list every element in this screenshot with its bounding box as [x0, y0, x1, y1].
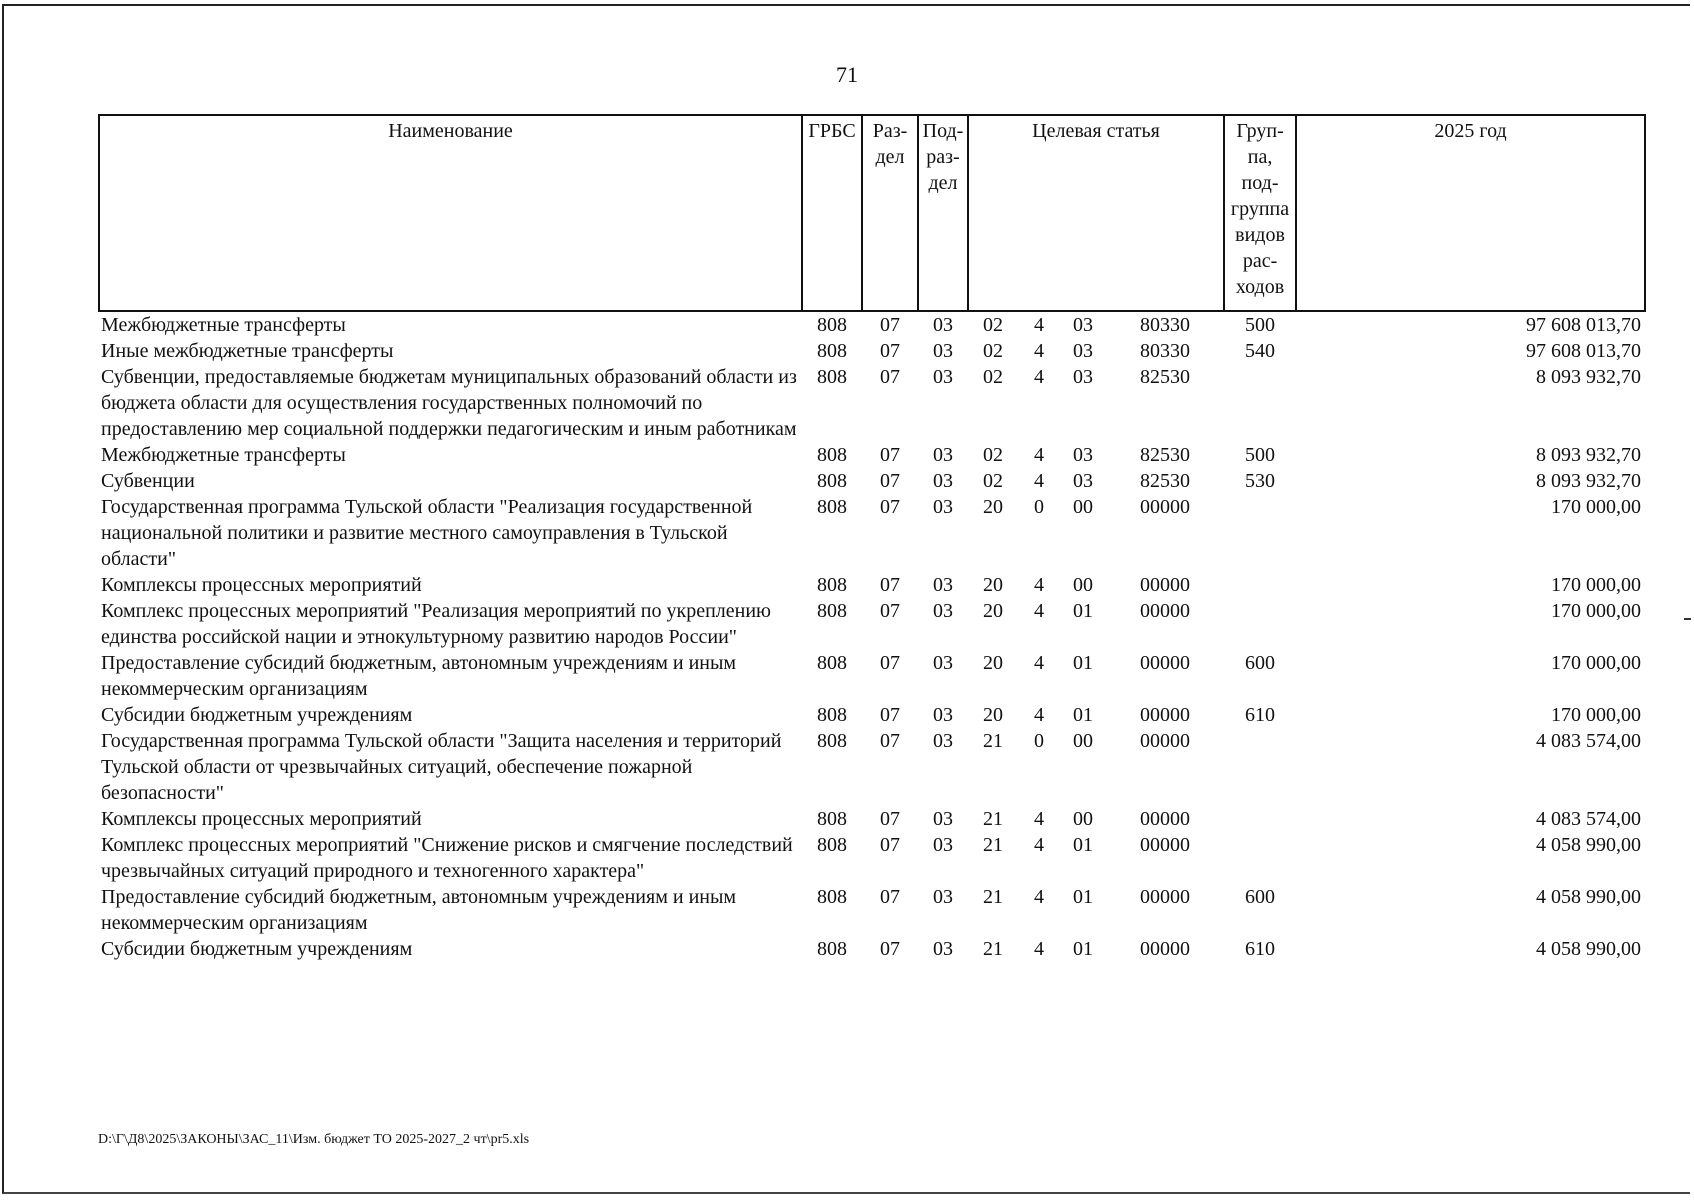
- row-target-program: 20: [983, 600, 1003, 622]
- row-name: Иные межбюджетные трансферты: [101, 340, 394, 362]
- table-row: [99, 494, 1645, 572]
- row-target-program: 21: [983, 886, 1003, 908]
- row-razdel: 07: [880, 808, 900, 830]
- row-target-subprogram: 00: [1073, 808, 1093, 830]
- row-target-direction: 80330: [1140, 340, 1191, 362]
- row-grbs: 808: [817, 574, 847, 596]
- row-expense-group: [1224, 572, 1296, 598]
- row-amount: 97 608 013,70: [1526, 314, 1642, 336]
- row-name: Субвенции, предоставляемые бюджетам муниципальных образований области из бюджета области для осуществления государственных полномочий по предоставлению мер социальной поддержки педагогическим и иным работникам: [101, 366, 797, 440]
- row-podrazdel: 03: [933, 366, 953, 388]
- row-grbs: 808: [817, 496, 847, 518]
- table-row: [99, 598, 1645, 650]
- table-row: [99, 884, 1645, 936]
- row-name: Комплексы процессных мероприятий: [101, 574, 422, 596]
- row-expense-group: [1224, 832, 1296, 884]
- row-target-direction: 00000: [1140, 808, 1191, 830]
- row-podrazdel: 03: [933, 652, 953, 674]
- header-name: Наименование: [99, 115, 802, 311]
- table-row: [99, 806, 1645, 832]
- row-target-subprogram: 03: [1073, 340, 1093, 362]
- row-target-program: 20: [983, 652, 1003, 674]
- row-amount: 4 058 990,00: [1536, 938, 1642, 960]
- row-podrazdel: 03: [933, 574, 953, 596]
- row-target-subprogram: 01: [1073, 652, 1093, 674]
- row-amount: 8 093 932,70: [1536, 366, 1642, 388]
- row-target-subprogram: 00: [1073, 496, 1093, 518]
- row-expense-group: 540: [1245, 340, 1276, 362]
- row-name: Межбюджетные трансферты: [101, 314, 346, 336]
- row-grbs: 808: [817, 834, 847, 856]
- row-expense-group: 600: [1245, 652, 1276, 674]
- row-razdel: 07: [880, 366, 900, 388]
- row-name: Предоставление субсидий бюджетным, автономным учреждениям и иным некоммерческим организациям: [101, 886, 737, 934]
- table-row: [99, 650, 1645, 702]
- row-target-subprogram: 00: [1073, 730, 1093, 752]
- table-row: [99, 832, 1645, 884]
- row-amount: 4 083 574,00: [1536, 730, 1642, 752]
- row-target-type: 4: [1034, 886, 1044, 908]
- row-target-subprogram: 03: [1073, 444, 1093, 466]
- row-target-direction: 00000: [1140, 496, 1191, 518]
- table-row: [99, 468, 1645, 494]
- row-target-direction: 00000: [1140, 730, 1191, 752]
- row-target-subprogram: 00: [1073, 574, 1093, 596]
- table-row: [99, 311, 1645, 338]
- row-podrazdel: 03: [933, 808, 953, 830]
- row-razdel: 07: [880, 314, 900, 336]
- row-target-direction: 00000: [1140, 834, 1191, 856]
- row-target-type: 4: [1034, 652, 1044, 674]
- row-target-program: 21: [983, 808, 1003, 830]
- header-year: 2025 год: [1296, 115, 1645, 311]
- row-expense-group: [1224, 598, 1296, 650]
- row-expense-group: 500: [1245, 444, 1276, 466]
- row-amount: 8 093 932,70: [1536, 444, 1642, 466]
- row-amount: 97 608 013,70: [1526, 340, 1642, 362]
- row-target-subprogram: 01: [1073, 886, 1093, 908]
- row-amount: 8 093 932,70: [1536, 470, 1642, 492]
- row-target-subprogram: 03: [1073, 470, 1093, 492]
- row-name: Государственная программа Тульской области "Реализация государственной национальной политики и развитие местного самоуправления в Тульской области": [101, 496, 753, 570]
- row-podrazdel: 03: [933, 834, 953, 856]
- row-target-type: 4: [1034, 470, 1044, 492]
- edge-mark: [1684, 618, 1691, 620]
- row-expense-group: [1224, 806, 1296, 832]
- row-razdel: 07: [880, 574, 900, 596]
- row-name: Субсидии бюджетным учреждениям: [101, 938, 413, 960]
- row-target-direction: 82530: [1140, 470, 1191, 492]
- row-target-direction: 80330: [1140, 314, 1191, 336]
- row-expense-group: [1224, 364, 1296, 442]
- row-grbs: 808: [817, 730, 847, 752]
- footer-file-path: D:\Г\Д8\2025\ЗАКОНЫ\ЗАС_11\Изм. бюджет ТО 2025-2027_2 чт\pr5.xls: [98, 1132, 530, 1147]
- table-header: [99, 115, 1645, 311]
- row-target-direction: 00000: [1140, 704, 1191, 726]
- row-target-type: 4: [1034, 314, 1044, 336]
- row-expense-group: 610: [1245, 704, 1276, 726]
- row-expense-group: [1224, 494, 1296, 572]
- row-name: Комплекс процессных мероприятий "Снижение рисков и смягчение последствий чрезвычайных ситуаций природного и техногенного характера": [101, 834, 793, 882]
- row-target-type: 4: [1034, 574, 1044, 596]
- row-target-program: 02: [983, 314, 1003, 336]
- row-razdel: 07: [880, 496, 900, 518]
- row-name: Субвенции: [101, 470, 195, 492]
- page-number: 71: [836, 62, 858, 87]
- row-amount: 4 083 574,00: [1536, 808, 1642, 830]
- row-target-program: 02: [983, 444, 1003, 466]
- row-target-direction: 00000: [1140, 600, 1191, 622]
- row-target-type: 4: [1034, 938, 1044, 960]
- row-razdel: 07: [880, 470, 900, 492]
- row-target-program: 02: [983, 340, 1003, 362]
- row-name: Межбюджетные трансферты: [101, 444, 346, 466]
- budget-table: [98, 114, 1646, 962]
- row-target-type: 0: [1034, 496, 1044, 518]
- row-target-direction: 00000: [1140, 652, 1191, 674]
- table-row: [99, 728, 1645, 806]
- row-target-subprogram: 03: [1073, 314, 1093, 336]
- row-target-program: 20: [983, 496, 1003, 518]
- row-target-program: 21: [983, 730, 1003, 752]
- row-grbs: 808: [817, 600, 847, 622]
- row-razdel: 07: [880, 938, 900, 960]
- row-target-direction: 00000: [1140, 938, 1191, 960]
- row-grbs: 808: [817, 938, 847, 960]
- row-podrazdel: 03: [933, 938, 953, 960]
- row-target-program: 20: [983, 574, 1003, 596]
- row-expense-group: 600: [1245, 886, 1276, 908]
- row-razdel: 07: [880, 444, 900, 466]
- row-podrazdel: 03: [933, 730, 953, 752]
- row-target-direction: 00000: [1140, 886, 1191, 908]
- row-target-program: 02: [983, 470, 1003, 492]
- row-target-direction: 82530: [1140, 366, 1191, 388]
- row-podrazdel: 03: [933, 470, 953, 492]
- row-target-type: 4: [1034, 834, 1044, 856]
- row-expense-group: 610: [1245, 938, 1276, 960]
- table-row: [99, 442, 1645, 468]
- row-podrazdel: 03: [933, 704, 953, 726]
- table-row: [99, 572, 1645, 598]
- row-amount: 170 000,00: [1551, 652, 1642, 674]
- row-target-type: 4: [1034, 600, 1044, 622]
- row-razdel: 07: [880, 340, 900, 362]
- row-grbs: 808: [817, 808, 847, 830]
- row-target-subprogram: 03: [1073, 366, 1093, 388]
- row-name: Комплекс процессных мероприятий "Реализация мероприятий по укреплению единства российской нации и этнокультурному развитию народов России": [101, 600, 771, 648]
- table-row: [99, 338, 1645, 364]
- row-target-type: 0: [1034, 730, 1044, 752]
- row-name: Субсидии бюджетным учреждениям: [101, 704, 413, 726]
- header-razdel: Раз- дел: [862, 115, 918, 311]
- table-row: [99, 936, 1645, 962]
- row-grbs: 808: [817, 886, 847, 908]
- table-row: [99, 702, 1645, 728]
- row-expense-group: [1224, 728, 1296, 806]
- row-target-subprogram: 01: [1073, 704, 1093, 726]
- row-expense-group: 500: [1245, 314, 1276, 336]
- row-amount: 4 058 990,00: [1536, 834, 1642, 856]
- row-name: Государственная программа Тульской области "Защита населения и территорий Тульской области от чрезвычайных ситуаций, обеспечение пожарной безопасности": [101, 730, 782, 804]
- row-grbs: 808: [817, 366, 847, 388]
- row-target-program: 21: [983, 834, 1003, 856]
- row-amount: 4 058 990,00: [1536, 886, 1642, 908]
- row-target-type: 4: [1034, 704, 1044, 726]
- row-razdel: 07: [880, 834, 900, 856]
- row-target-direction: 00000: [1140, 574, 1191, 596]
- row-grbs: 808: [817, 704, 847, 726]
- row-razdel: 07: [880, 730, 900, 752]
- header-target: Целевая статья: [968, 115, 1224, 311]
- row-target-type: 4: [1034, 340, 1044, 362]
- row-target-type: 4: [1034, 444, 1044, 466]
- row-grbs: 808: [817, 652, 847, 674]
- row-razdel: 07: [880, 600, 900, 622]
- header-grbs: ГРБС: [802, 115, 862, 311]
- row-podrazdel: 03: [933, 886, 953, 908]
- row-amount: 170 000,00: [1551, 496, 1642, 518]
- row-target-direction: 82530: [1140, 444, 1191, 466]
- row-podrazdel: 03: [933, 340, 953, 362]
- row-name: Комплексы процессных мероприятий: [101, 808, 422, 830]
- row-target-program: 20: [983, 704, 1003, 726]
- row-podrazdel: 03: [933, 496, 953, 518]
- row-grbs: 808: [817, 340, 847, 362]
- row-grbs: 808: [817, 314, 847, 336]
- row-razdel: 07: [880, 704, 900, 726]
- row-target-subprogram: 01: [1073, 600, 1093, 622]
- row-target-subprogram: 01: [1073, 834, 1093, 856]
- row-expense-group: 530: [1245, 470, 1276, 492]
- header-podrazdel: Под- раз- дел: [918, 115, 968, 311]
- row-target-type: 4: [1034, 808, 1044, 830]
- row-podrazdel: 03: [933, 314, 953, 336]
- row-razdel: 07: [880, 652, 900, 674]
- row-target-type: 4: [1034, 366, 1044, 388]
- row-target-subprogram: 01: [1073, 938, 1093, 960]
- table-body: [99, 311, 1645, 962]
- row-target-program: 02: [983, 366, 1003, 388]
- row-podrazdel: 03: [933, 444, 953, 466]
- header-group: Груп- па, под- группа видов рас- ходов: [1224, 115, 1296, 311]
- row-target-program: 21: [983, 938, 1003, 960]
- row-name: Предоставление субсидий бюджетным, автономным учреждениям и иным некоммерческим организациям: [101, 652, 737, 700]
- row-grbs: 808: [817, 470, 847, 492]
- row-razdel: 07: [880, 886, 900, 908]
- row-amount: 170 000,00: [1551, 704, 1642, 726]
- row-amount: 170 000,00: [1551, 574, 1642, 596]
- row-grbs: 808: [817, 444, 847, 466]
- row-amount: 170 000,00: [1551, 600, 1642, 622]
- table-row: [99, 364, 1645, 442]
- row-podrazdel: 03: [933, 600, 953, 622]
